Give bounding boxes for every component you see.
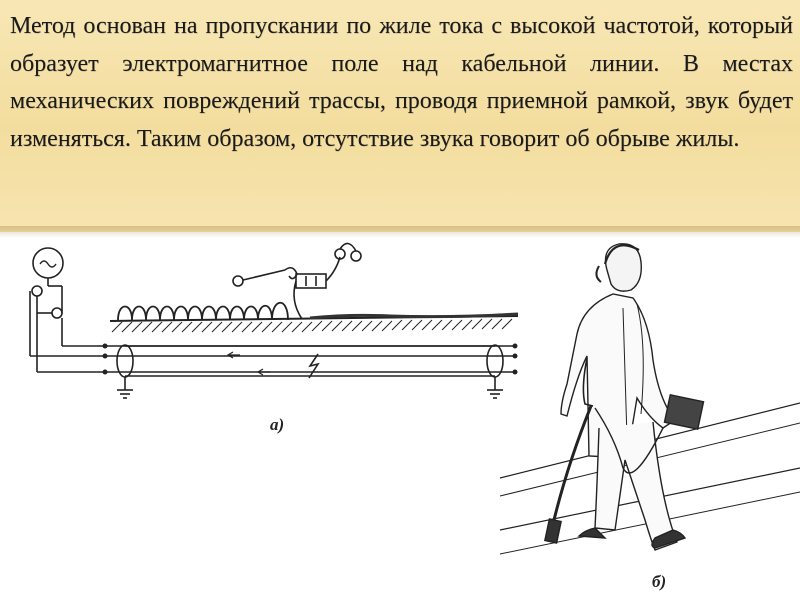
text-band	[0, 0, 800, 232]
voltmeter-icon	[52, 308, 62, 318]
fault-lightning-icon	[309, 354, 318, 378]
figure-a-caption: а)	[270, 415, 285, 434]
figure-b-caption: б)	[652, 572, 667, 591]
signal-coil	[118, 303, 288, 320]
ammeter-icon	[32, 286, 42, 296]
figure-a-cable-diagram	[0, 236, 530, 456]
worker-legs	[595, 422, 677, 550]
slide-paragraph: Метод основан на пропускании по жиле тока с высокой частотой, который образует электромагнитное поле над кабельной линии. В местах механических повреждений трассы, проводя приемной рамкой, звук будет изменяться. Таким образом, отсутствие звука говорит об обрыве жилы.	[10, 13, 793, 152]
receiver-box-b	[664, 395, 703, 429]
receiver-frame-icon	[233, 276, 243, 286]
receiver-box	[296, 274, 326, 288]
figure-b-worker-illustration	[495, 238, 800, 600]
probe-rod	[553, 406, 591, 524]
